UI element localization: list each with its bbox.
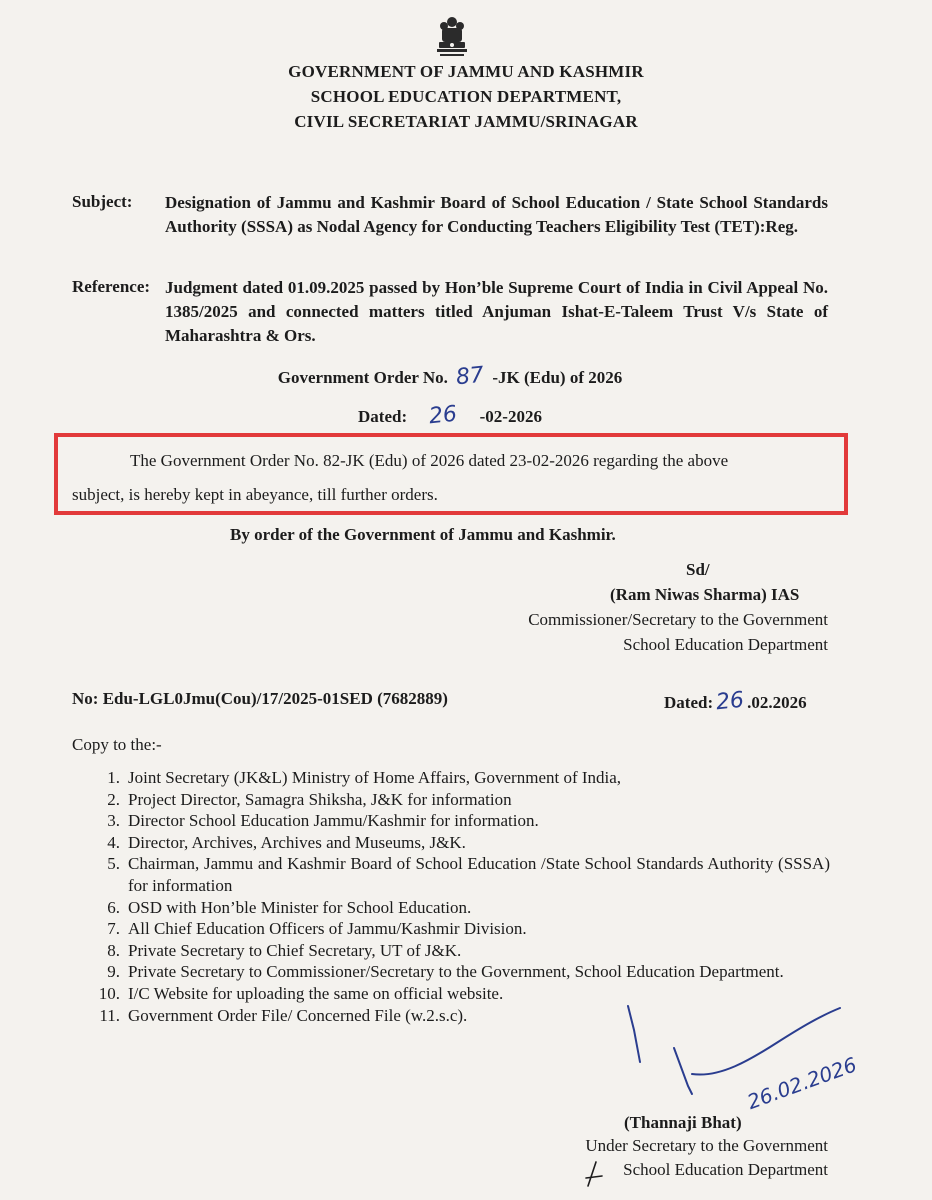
under-secretary-title: Under Secretary to the Government [585,1136,828,1155]
signature-mark [600,990,900,1130]
order-number-handwritten: 87 [454,362,486,391]
reference-dated [664,689,807,714]
copy-to-heading: Copy to the:- [72,735,162,754]
under-secretary-dept: School Education Department [623,1160,828,1179]
state-emblem-icon [434,14,470,62]
reference-dated-rest: .02.2026 [747,693,807,712]
subject-label: Subject: [72,192,133,211]
reference-dated-label: Dated: [664,693,714,712]
order-dated-day-handwritten: 26 [428,401,459,430]
order-dated-label: Dated: [358,407,408,426]
header-line-1: GOVERNMENT OF JAMMU AND KASHMIR [288,62,644,81]
order-dated-line [0,403,900,428]
subject-text: Designation of Jammu and Kashmir Board of School Education / State School Standards Authority (SSSA) as Nodal Agency for Conducting Teachers Eligibility Test (TET):Reg. [165,193,828,236]
list-item: 10. I/C Website for uploading the same on official website. [98,983,504,1003]
list-item: 3. Director School Education Jammu/Kashmir for information. [107,811,539,831]
header-line-2: SCHOOL EDUCATION DEPARTMENT, [310,87,622,106]
sd-mark: Sd/ [686,560,710,579]
list-item: 11. Government Order File/ Concerned File (w.2.s.c). [99,1005,468,1025]
copy-to-list [90,767,830,1026]
list-item: 7. All Chief Education Officers of Jammu/Kashmir Division. [107,919,527,939]
signatory-name: (Ram Niwas Sharma) IAS [610,585,800,604]
list-item: 6. OSD with Hon’ble Minister for School Education. [107,897,472,917]
list-item: 1. Joint Secretary (JK&L) Ministry of Home Affairs, Government of India, [107,768,622,787]
body-line-2: subject, is hereby kept in abeyance, till further orders. [72,485,438,504]
signatory-title: Commissioner/Secretary to the Government [528,610,828,629]
reference-label: Reference: [72,277,151,296]
reference-text: Judgment dated 01.09.2025 passed by Hon’ble Supreme Court of India in Civil Appeal No. 1385/2025 and connected matters titled Anjuman Ishat-E-Taleem Trust V/s State of Maharashtra & Ors. [165,278,828,345]
reference-dated-day-handwritten: 26 [714,687,746,716]
list-item: 5. Chairman, Jammu and Kashmir Board of School Education /State School Standards Authority (SSSA) for information [107,854,830,895]
order-suffix: -JK (Edu) of 2026 [492,368,623,387]
signatory-dept: School Education Department [623,635,828,654]
list-item: 9. Private Secretary to Commissioner/Secretary to the Government, School Education Department. [107,962,784,982]
under-secretary-name: (Thannaji Bhat) [624,1113,742,1132]
reference-number: No: Edu-LGL0Jmu(Cou)/17/2025-01SED (7682889) [72,689,448,708]
body-line-1: The Government Order No. 82-JK (Edu) of 2026 dated 23-02-2026 regarding the above [130,451,729,470]
order-dated-rest: -02-2026 [479,407,542,426]
by-order-line: By order of the Government of Jammu and Kashmir. [230,525,616,544]
list-item: 2. Project Director, Samagra Shiksha, J&K for information [107,789,512,809]
order-prefix: Government Order No. [277,368,448,387]
list-item: 8. Private Secretary to Chief Secretary, UT of J&K. [107,940,462,960]
list-item: 4. Director, Archives, Archives and Museums, J&K. [107,832,466,852]
header-line-3: CIVIL SECRETARIAT JAMMU/SRINAGAR [294,112,638,131]
handwritten-date: 26.02.2026 [743,1052,860,1115]
order-number-line [0,364,900,389]
pen-tick-icon [584,1158,606,1190]
